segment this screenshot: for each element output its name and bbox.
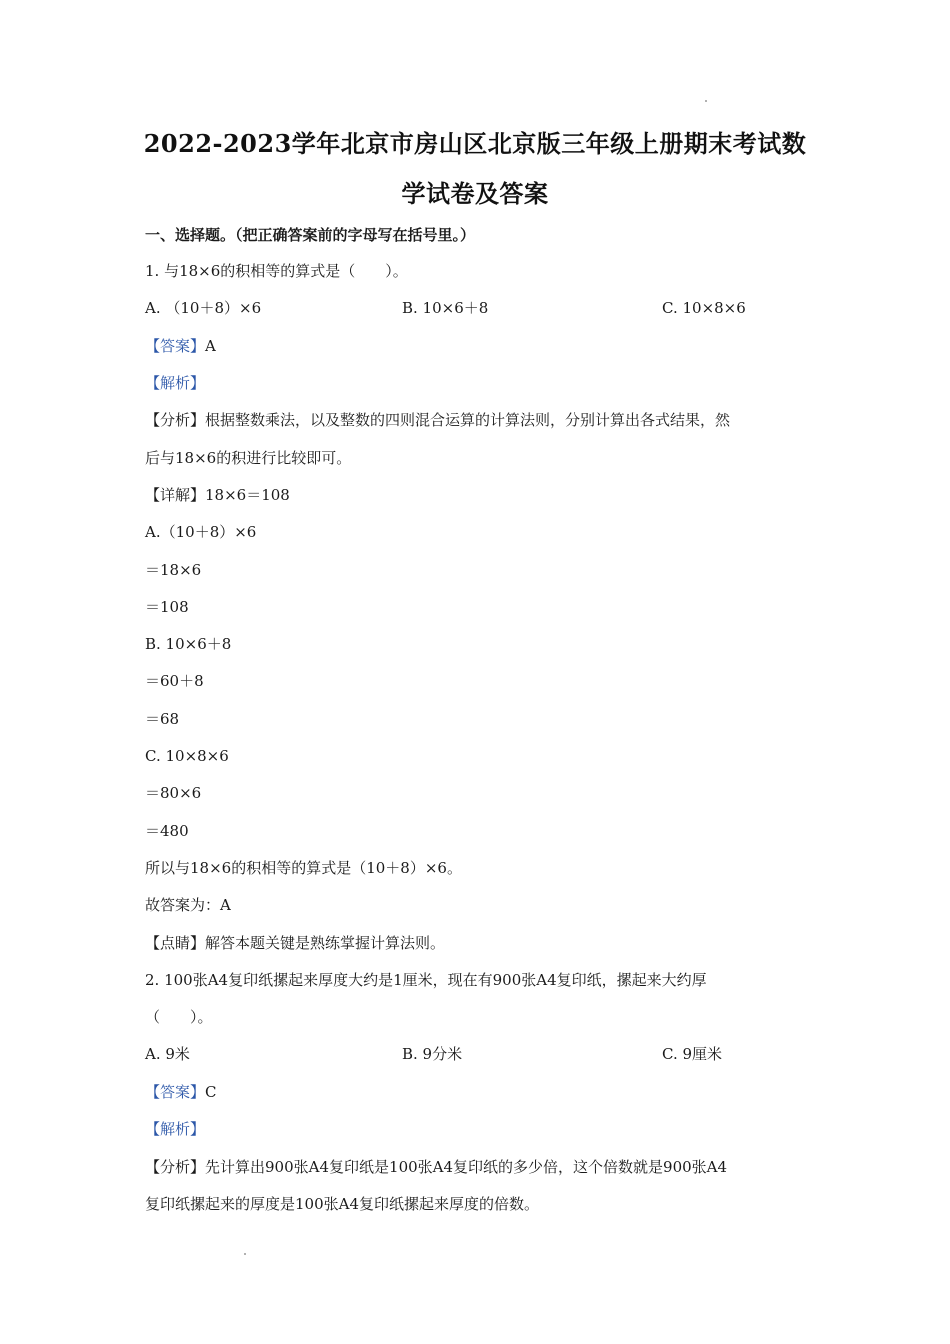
section-heading: 一、选择题。（把正确答案前的字母写在括号里。） bbox=[145, 226, 476, 244]
q1-step: A.（10＋8）×6 bbox=[145, 523, 257, 541]
answer-tag: 【答案】 bbox=[145, 1083, 206, 1101]
q2-analysis-tag: 【解析】 bbox=[145, 1120, 206, 1138]
q1-step: ＝18×6 bbox=[145, 561, 202, 579]
q1-analysis-tag: 【解析】 bbox=[145, 374, 206, 392]
q2-option-a: A. 9米 bbox=[145, 1045, 190, 1063]
q1-conclusion: 所以与18×6的积相等的算式是（10＋8）×6。 bbox=[145, 859, 462, 877]
q1-step: ＝68 bbox=[145, 710, 180, 728]
q1-step: C. 10×8×6 bbox=[145, 747, 229, 765]
fenxi-text: 根据整数乘法，以及整数的四则混合运算的计算法则，分别计算出各式结果，然 bbox=[205, 411, 731, 429]
q2-answer bbox=[145, 1082, 217, 1102]
q2-option-b: B. 9分米 bbox=[402, 1045, 463, 1063]
page-title-line-2: 学试卷及答案 bbox=[401, 179, 549, 208]
answer-tag: 【答案】 bbox=[145, 337, 206, 355]
q1-xiangjie bbox=[145, 485, 290, 505]
q1-step: ＝80×6 bbox=[145, 784, 202, 802]
q2-fenxi-line-2: 复印纸摞起来的厚度是100张A4复印纸摞起来厚度的倍数。 bbox=[145, 1195, 540, 1213]
q2-option-c: C. 9厘米 bbox=[662, 1045, 723, 1063]
q1-dianjing bbox=[145, 933, 445, 953]
xiangjie-tag: 【详解】 bbox=[145, 486, 206, 504]
q1-answer bbox=[145, 336, 216, 356]
speck-mark bbox=[244, 1253, 246, 1255]
q1-step: ＝480 bbox=[145, 822, 189, 840]
q1-option-c: C. 10×8×6 bbox=[662, 299, 746, 317]
dianjing-tag: 【点睛】 bbox=[145, 934, 206, 952]
q1-option-a: A. （10＋8）×6 bbox=[145, 299, 262, 317]
xiangjie-value: 18×6＝108 bbox=[205, 486, 290, 504]
answer-value: C bbox=[205, 1083, 217, 1101]
answer-value: A bbox=[205, 337, 216, 355]
fenxi-text: 先计算出900张A4复印纸是100张A4复印纸的多少倍，这个倍数就是900张A4 bbox=[205, 1158, 728, 1176]
q2-stem-line-1: 2. 100张A4复印纸摞起来厚度大约是1厘米，现在有900张A4复印纸，摞起来大约厚 bbox=[145, 971, 707, 989]
q2-fenxi-line-1 bbox=[145, 1157, 727, 1177]
q1-step: ＝108 bbox=[145, 598, 189, 616]
q1-step: B. 10×6＋8 bbox=[145, 635, 232, 653]
speck-mark bbox=[705, 100, 707, 102]
q2-stem-line-2: （ ）。 bbox=[145, 1008, 213, 1026]
q1-option-b: B. 10×6＋8 bbox=[402, 299, 489, 317]
q1-fenxi-line-2: 后与18×6的积进行比较即可。 bbox=[145, 449, 352, 467]
q1-step: ＝60＋8 bbox=[145, 672, 204, 690]
page-title-line-1: 2022-2023学年北京市房山区北京版三年级上册期末考试数 bbox=[143, 129, 807, 158]
q1-final-answer: 故答案为：A bbox=[145, 896, 231, 914]
q1-fenxi-line-1 bbox=[145, 410, 730, 430]
q1-stem: 1. 与18×6的积相等的算式是（ ）。 bbox=[145, 262, 408, 280]
fenxi-tag: 【分析】 bbox=[145, 1158, 206, 1176]
fenxi-tag: 【分析】 bbox=[145, 411, 206, 429]
dianjing-value: 解答本题关键是熟练掌握计算法则。 bbox=[205, 934, 446, 952]
